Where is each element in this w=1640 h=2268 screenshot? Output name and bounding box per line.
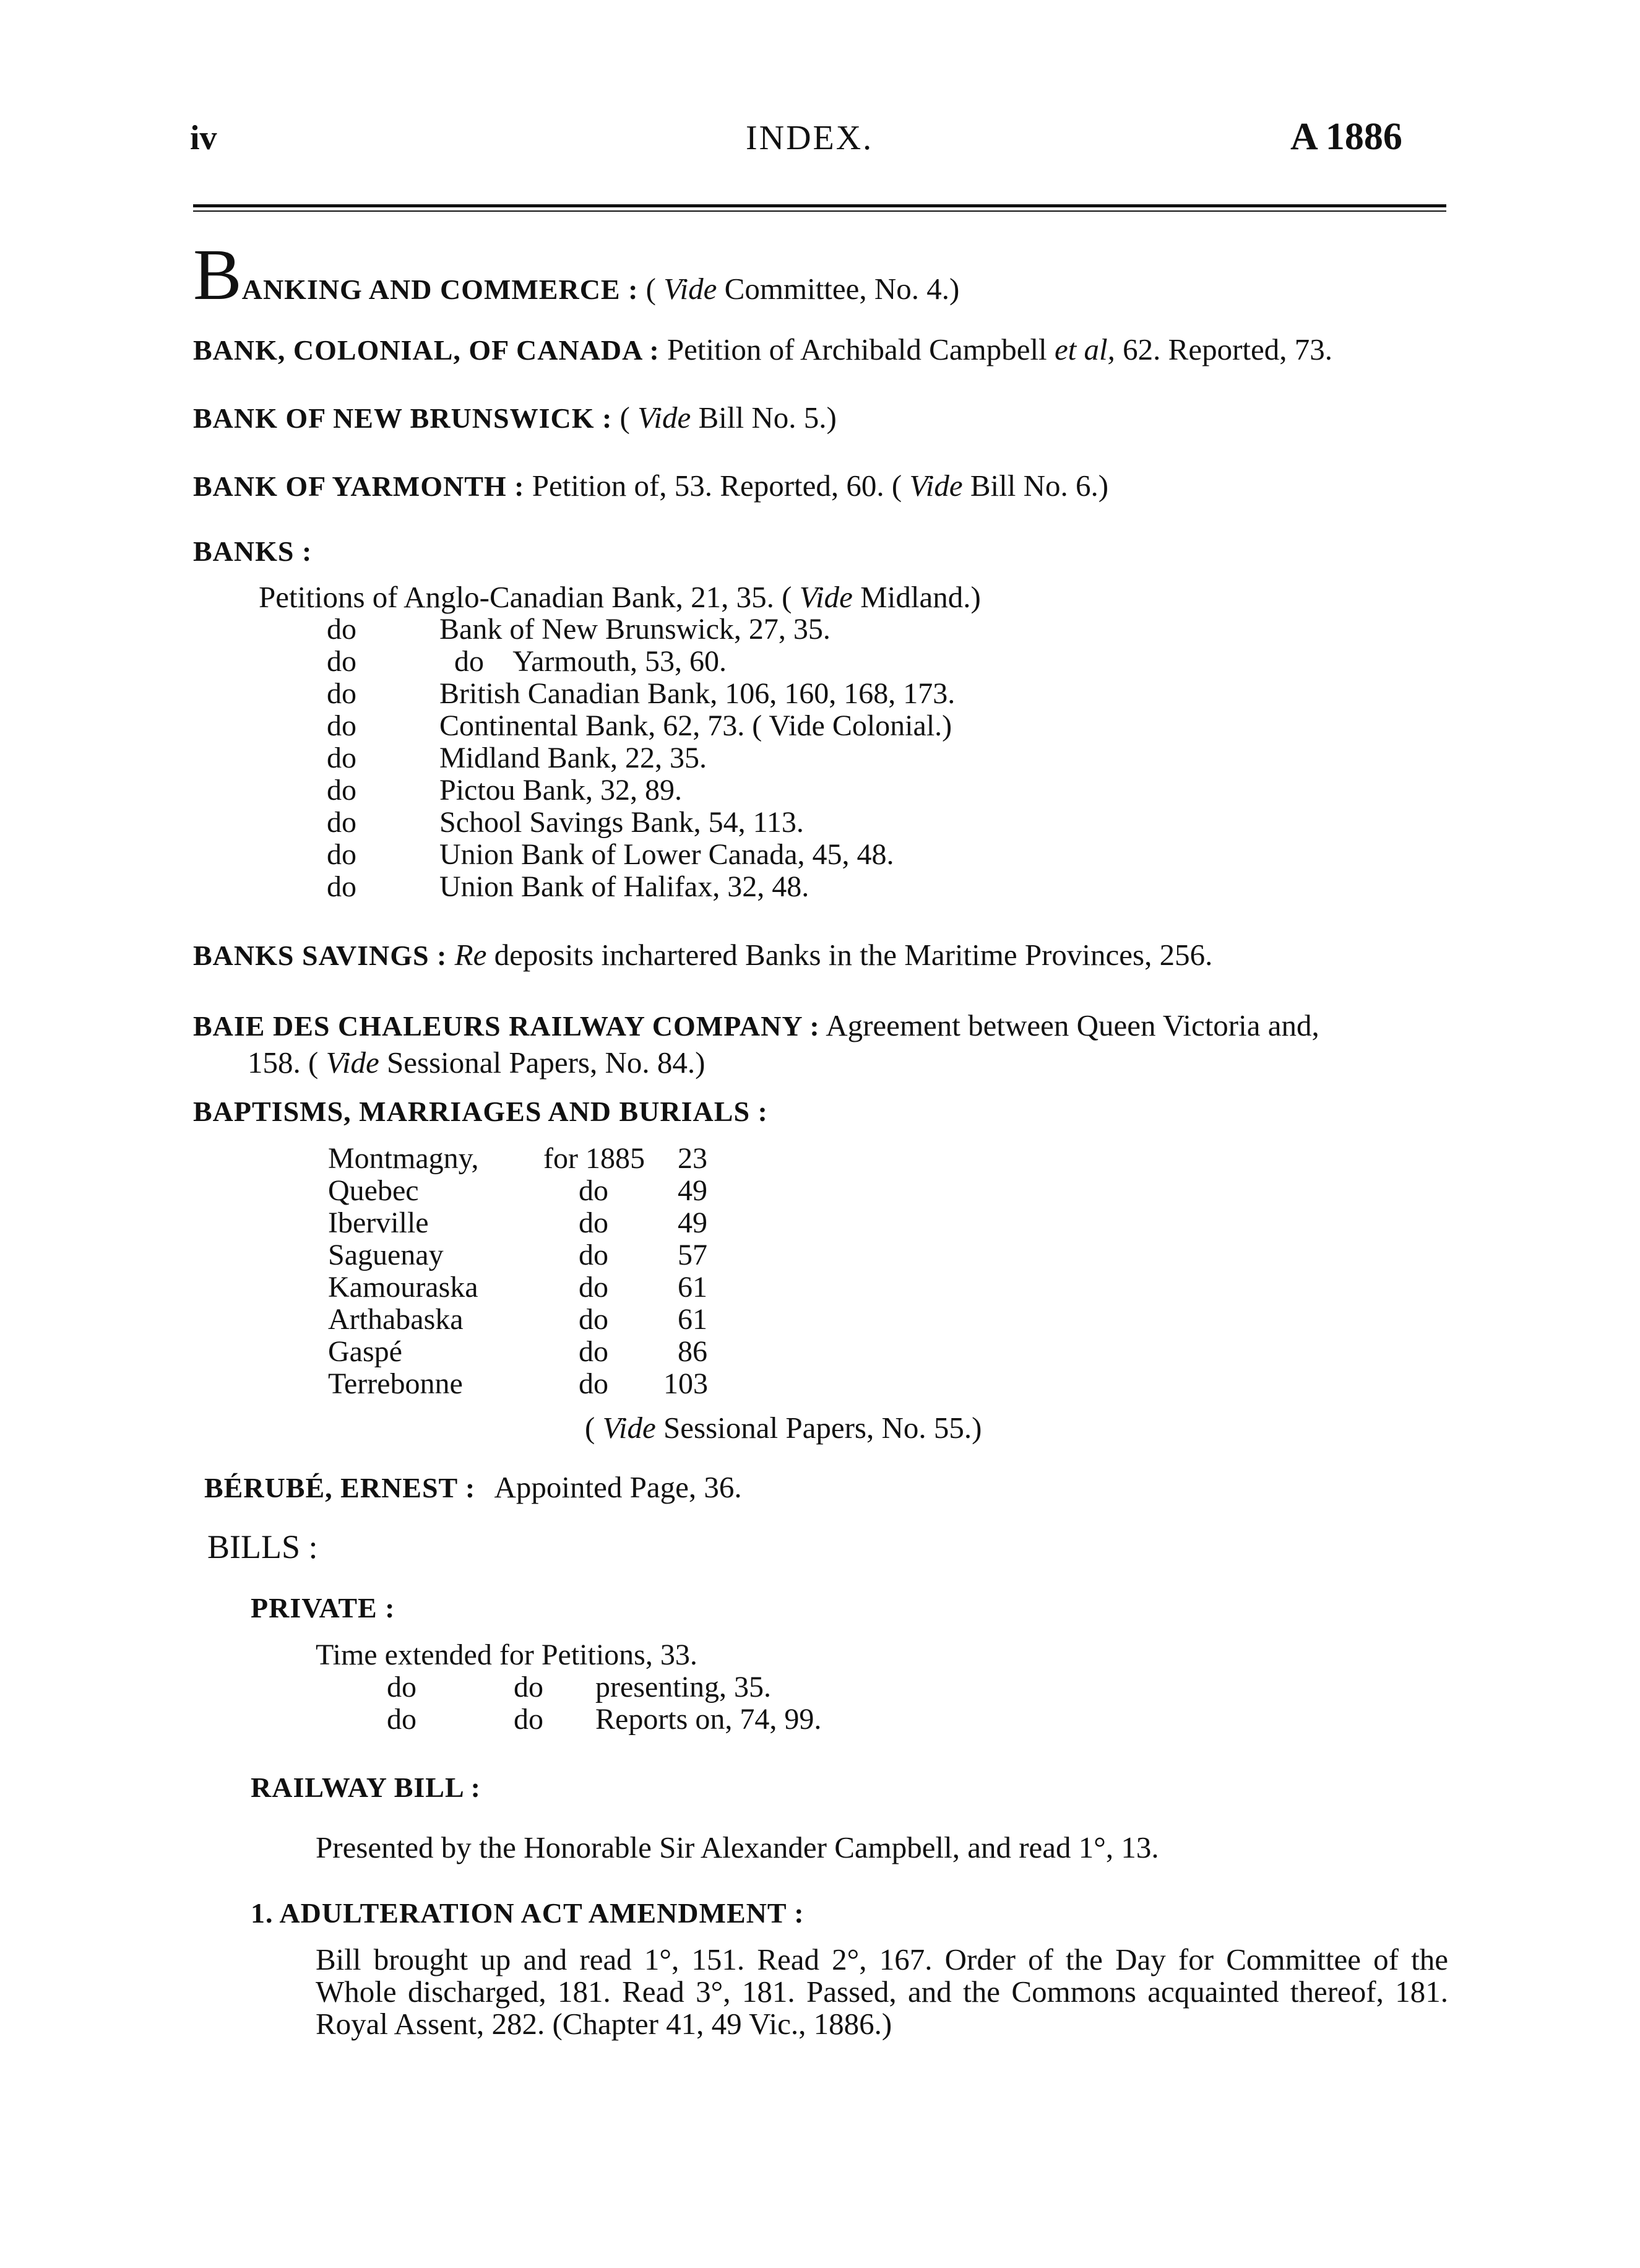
baptism-page: 61	[678, 1303, 707, 1336]
banks-item: British Canadian Bank, 106, 160, 168, 173.	[439, 677, 956, 710]
baptism-page: 61	[678, 1271, 707, 1304]
baptism-year: do	[579, 1239, 608, 1271]
baptism-year: do	[579, 1206, 608, 1239]
banks-item: Union Bank of Lower Canada, 45, 48.	[439, 838, 894, 871]
entry-banks-savings: BANKS SAVINGS : Re deposits inchartered Banks in the Maritime Provinces, 256.	[193, 938, 1213, 972]
baptism-page: 49	[678, 1206, 707, 1239]
header-rule-thick	[193, 204, 1446, 207]
baie-continuation: 158. ( Vide Sessional Papers, No. 84.)	[248, 1045, 706, 1080]
banks-ditto: do	[327, 774, 356, 807]
banks-ditto: do	[327, 806, 356, 839]
entry-berube: BÉRUBÉ, ERNEST : Appointed Page, 36.	[204, 1470, 742, 1504]
baptism-year: do	[579, 1174, 608, 1207]
banks-ditto: do	[327, 613, 356, 646]
baptism-place: Gaspé	[328, 1335, 402, 1368]
private-item: Reports on, 74, 99.	[595, 1703, 822, 1736]
baptism-year: for 1885	[543, 1142, 645, 1175]
private-ditto: do	[387, 1703, 416, 1736]
baptism-page: 49	[678, 1174, 707, 1207]
entry-head: BANK OF YARMONTH :	[193, 470, 525, 502]
entry-head: BÉRUBÉ, ERNEST :	[204, 1472, 476, 1504]
entry-banking: BANKING AND COMMERCE : ( Vide Committee, No. 4.)	[193, 234, 960, 315]
bills-adulteration-head: 1. ADULTERATION ACT AMENDMENT :	[251, 1897, 805, 1929]
banks-item: Bank of New Brunswick, 27, 35.	[439, 613, 831, 646]
baptism-page: 57	[678, 1239, 707, 1271]
banks-item: School Savings Bank, 54, 113.	[439, 806, 804, 839]
entry-bank-colonial: BANK, COLONIAL, OF CANADA : Petition of Archibald Campbell et al, 62. Reported, 73.	[193, 332, 1333, 366]
railway-text: Presented by the Honorable Sir Alexander Campbell, and read 1°, 13.	[316, 1830, 1159, 1864]
baptism-year: do	[579, 1271, 608, 1304]
banks-first-line: Petitions of Anglo-Canadian Bank, 21, 35. ( Vide Midland.)	[259, 580, 981, 614]
baptisms-note: ( Vide Sessional Papers, No. 55.)	[585, 1411, 982, 1445]
banks-item: Continental Bank, 62, 73. ( Vide Colonial.)	[439, 709, 952, 742]
banks-ditto: do	[327, 870, 356, 903]
baptism-page: 23	[678, 1142, 707, 1175]
baptism-year: do	[579, 1303, 608, 1336]
bills-railway-head: RAILWAY BILL :	[251, 1772, 481, 1803]
entry-head: BANK, COLONIAL, OF CANADA :	[193, 334, 660, 366]
baptism-place: Montmagny,	[328, 1142, 479, 1175]
entry-bank-new-brunswick: BANK OF NEW BRUNSWICK : ( Vide Bill No. 5.)	[193, 400, 837, 435]
private-ditto: do	[514, 1671, 543, 1703]
baptism-place: Kamouraska	[328, 1271, 478, 1304]
entry-banks-head: BANKS :	[193, 535, 313, 567]
baptism-place: Saguenay	[328, 1239, 444, 1271]
banks-ditto: do	[327, 838, 356, 871]
baptism-place: Terrebonne	[328, 1367, 463, 1400]
baptism-year: do	[579, 1367, 608, 1400]
entry-bills-head: BILLS :	[207, 1528, 318, 1565]
banks-item: Midland Bank, 22, 35.	[439, 742, 707, 774]
baptism-year: do	[579, 1335, 608, 1368]
private-item: Time extended for Petitions, 33.	[316, 1638, 697, 1671]
entry-head: BANK OF NEW BRUNSWICK :	[193, 402, 613, 434]
banks-ditto: do	[327, 742, 356, 774]
entry-head: ANKING AND COMMERCE :	[241, 274, 639, 305]
private-ditto: do	[387, 1671, 416, 1703]
entry-head: BANKS SAVINGS :	[193, 940, 447, 971]
private-item: presenting, 35.	[595, 1671, 771, 1703]
drop-initial: B	[193, 234, 242, 315]
banks-item: Pictou Bank, 32, 89.	[439, 774, 682, 807]
entry-baptisms-head: BAPTISMS, MARRIAGES AND BURIALS :	[193, 1096, 768, 1127]
banks-ditto: do	[327, 709, 356, 742]
page-year: A 1886	[1290, 116, 1402, 158]
baptism-place: Arthabaska	[328, 1303, 464, 1336]
baptism-page: 103	[663, 1367, 708, 1400]
banks-ditto: do	[327, 645, 356, 678]
bills-private-head: PRIVATE :	[251, 1592, 395, 1624]
banks-item: do Yarmouth, 53, 60.	[439, 645, 727, 678]
entry-bank-yarmouth: BANK OF YARMONTH : Petition of, 53. Reported, 60. ( Vide Bill No. 6.)	[193, 469, 1109, 503]
baptism-place: Quebec	[328, 1174, 419, 1207]
entry-head: BAIE DES CHALEURS RAILWAY COMPANY :	[193, 1010, 820, 1042]
vide-label: Vide	[663, 272, 717, 306]
banks-ditto: do	[327, 677, 356, 710]
banks-item: Union Bank of Halifax, 32, 48.	[439, 870, 809, 903]
adulteration-text: Bill brought up and read 1°, 151. Read 2°, 167. Order of the Day for Committee of the Whole discharged, 181. Read 3°, 181. Passed, and the Commons acquainted thereof, 181. Royal Assent, 282. (Chapter 41, 49 Vic., 1886.)	[316, 1942, 1448, 2041]
baptism-place: Iberville	[328, 1206, 429, 1239]
private-ditto: do	[514, 1703, 543, 1736]
page-title: INDEX.	[746, 119, 874, 157]
header-rule-thin	[193, 210, 1446, 212]
entry-baie-des-chaleurs: BAIE DES CHALEURS RAILWAY COMPANY : Agreement between Queen Victoria and,	[193, 1008, 1319, 1042]
baptism-page: 86	[678, 1335, 707, 1368]
page-number: iv	[190, 119, 217, 157]
